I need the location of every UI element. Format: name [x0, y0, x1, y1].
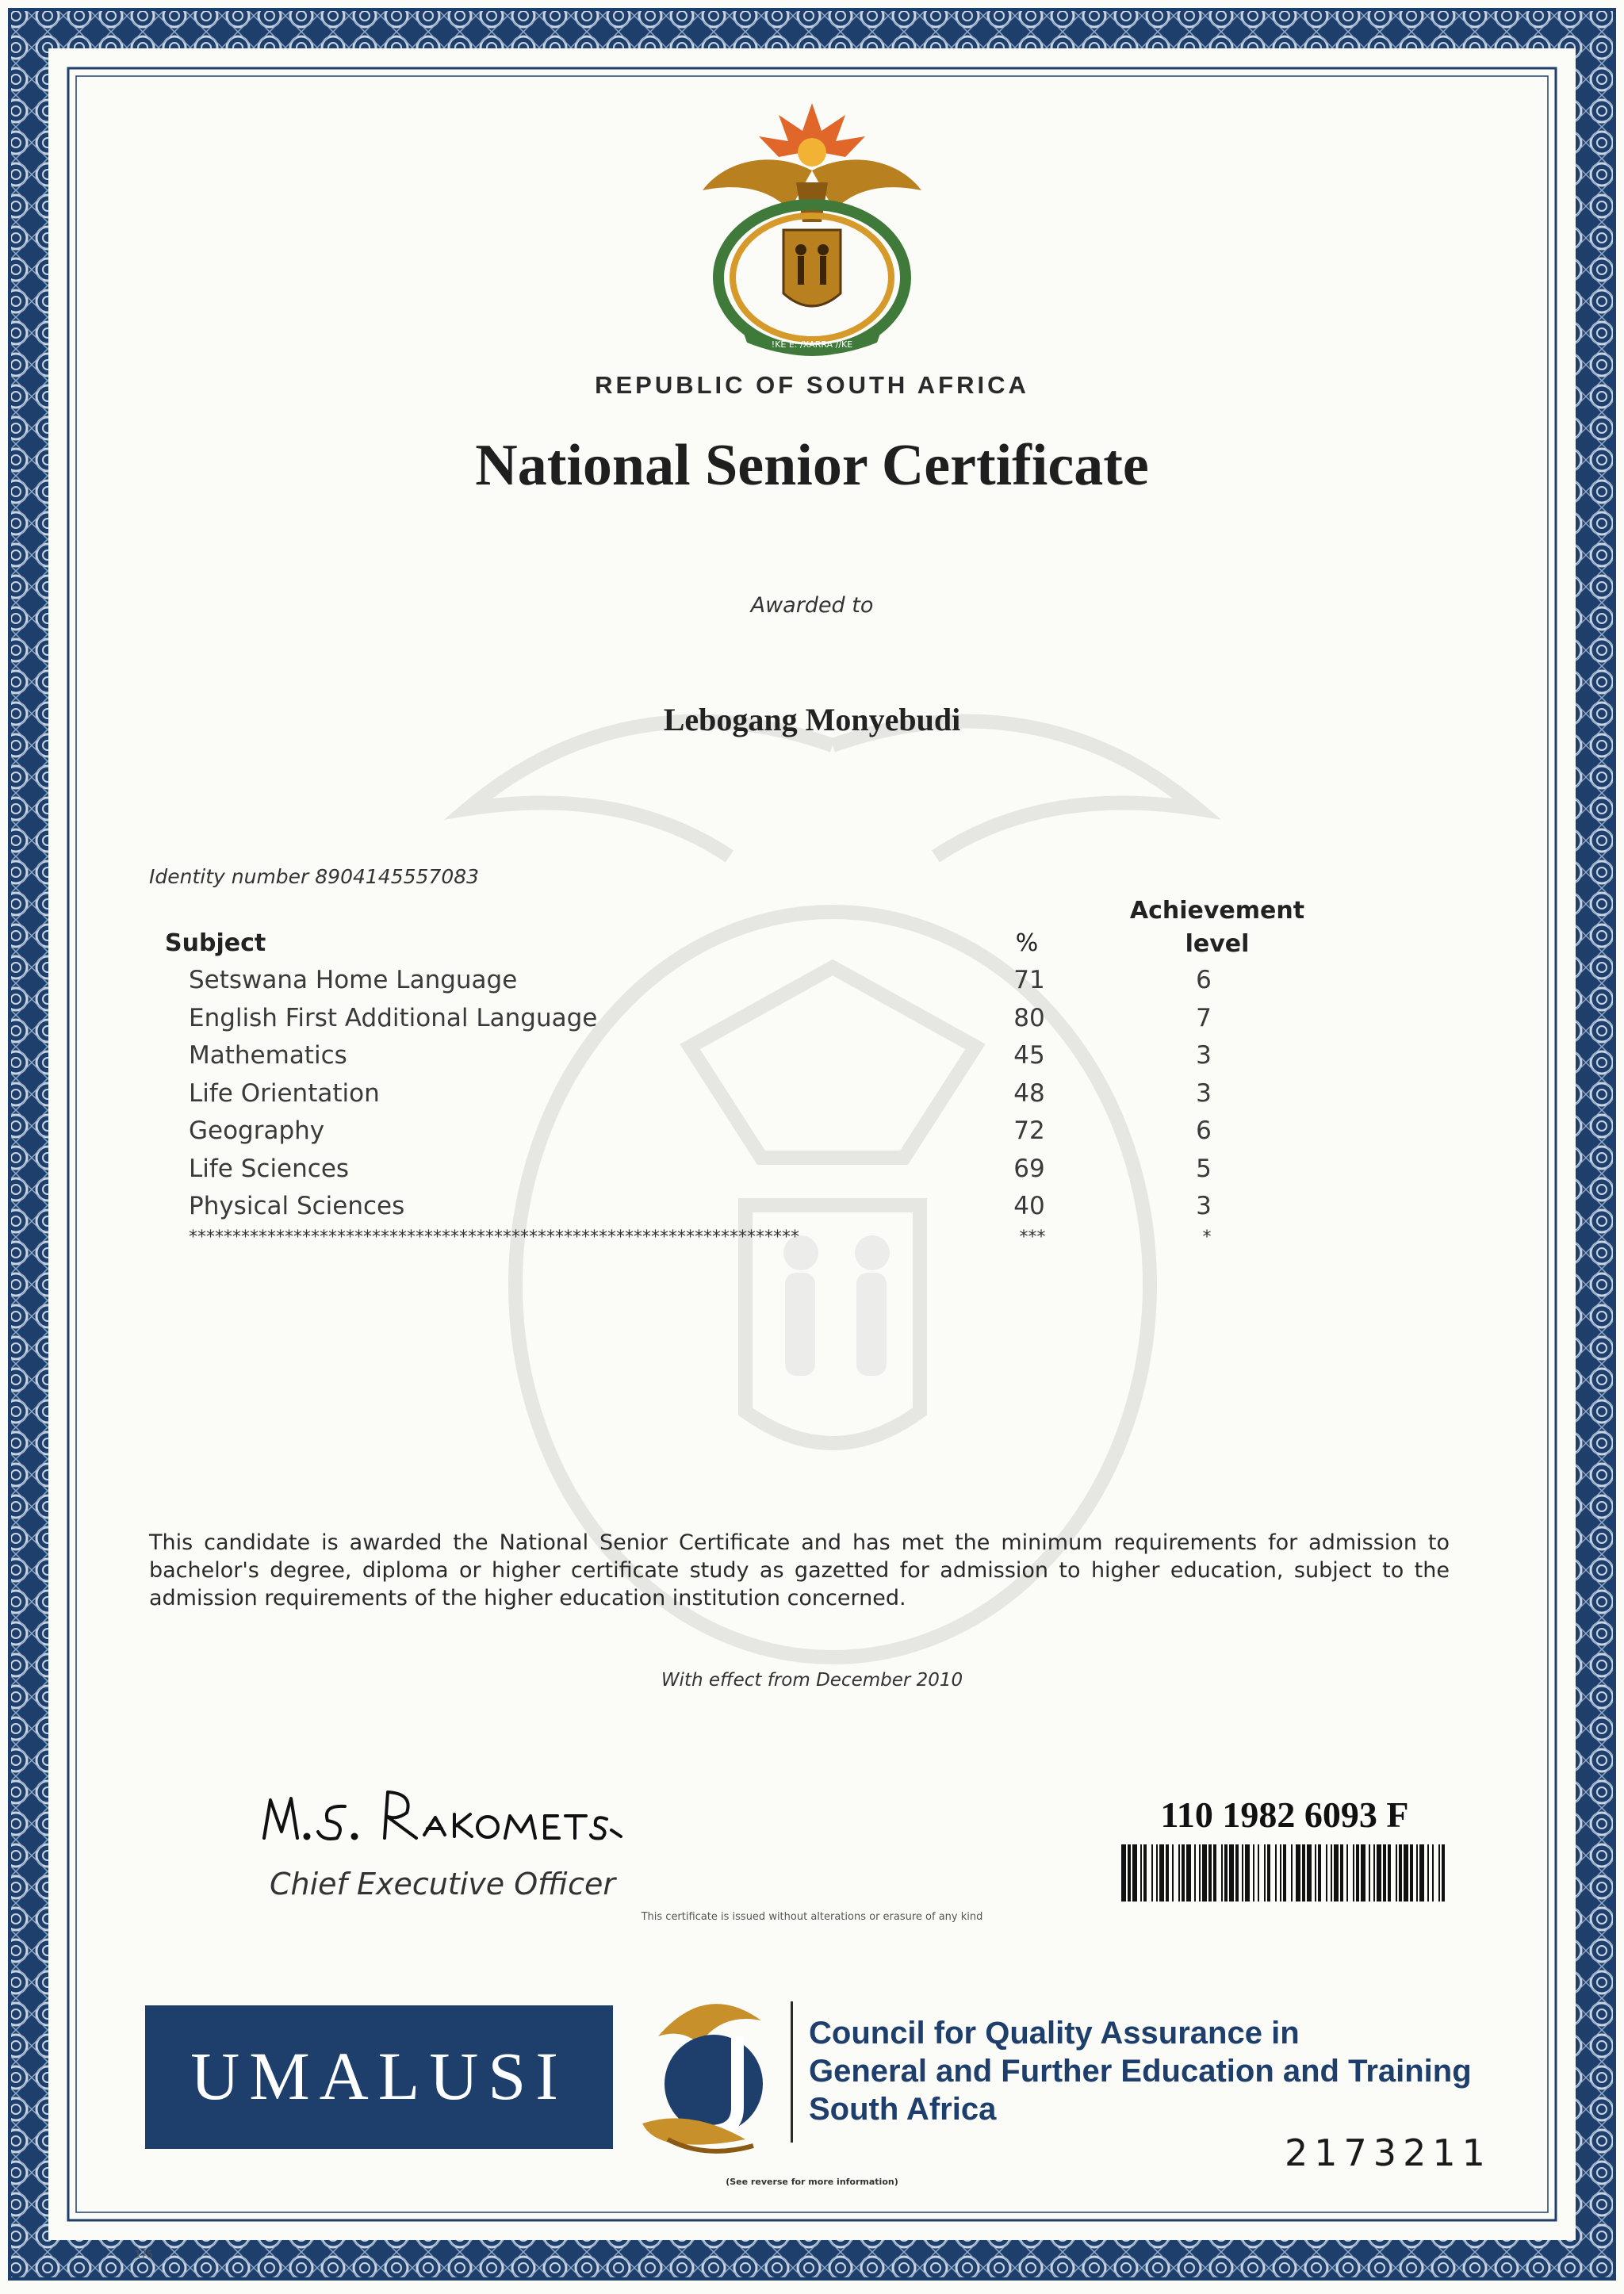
- barcode-bar: [1258, 1844, 1259, 1901]
- barcode-bar: [1121, 1844, 1126, 1901]
- subject-percent: 72: [1013, 1116, 1045, 1145]
- barcode-bar: [1419, 1844, 1424, 1901]
- filler-subject-line: **********************************************************************: [189, 1227, 799, 1247]
- result-row: [189, 1192, 1378, 1230]
- barcode-bar: [1140, 1844, 1142, 1901]
- barcode-bar: [1361, 1844, 1365, 1901]
- subject-percent: 80: [1013, 1003, 1045, 1032]
- subject-column-header: Subject: [165, 929, 266, 957]
- barcode-bar: [1166, 1844, 1169, 1901]
- barcode-bar: [1202, 1844, 1207, 1901]
- council-line-2: General and Further Education and Training: [809, 2054, 1472, 2089]
- achievement-header-line1: Achievement: [1129, 897, 1305, 925]
- subject-percent: 40: [1013, 1192, 1045, 1220]
- barcode: [1120, 1844, 1450, 1901]
- barcode-bar: [1326, 1844, 1327, 1901]
- subject-level: 3: [1196, 1192, 1212, 1220]
- subject-name: English First Additional Language: [189, 1003, 598, 1032]
- barcode-bar: [1283, 1844, 1286, 1901]
- barcode-bar: [1224, 1844, 1228, 1901]
- serial-number: 2173211: [1285, 2131, 1492, 2174]
- barcode-bar: [1172, 1844, 1174, 1901]
- barcode-bar: [1253, 1844, 1254, 1901]
- subject-percent: 48: [1013, 1078, 1045, 1108]
- barcode-bar: [1221, 1844, 1223, 1901]
- barcode-bar: [1404, 1844, 1408, 1901]
- subject-name: Setswana Home Language: [189, 966, 518, 994]
- certification-statement: This candidate is awarded the National Senior Certificate and has met the minimum requirements for admission to bachelor's degree, diploma or higher certificate study as gazetted for admission to higher education, subject to the admission requirements of the higher education institution concerned.: [149, 1530, 1450, 1610]
- barcode-bar: [1235, 1844, 1239, 1901]
- achievement-header-line2: level: [1185, 930, 1250, 958]
- subject-level: 5: [1196, 1154, 1212, 1183]
- subject-name: Geography: [189, 1116, 325, 1145]
- subject-name: Life Sciences: [189, 1154, 350, 1183]
- barcode-bar: [1242, 1844, 1243, 1901]
- ceo-signature: [258, 1783, 622, 1854]
- barcode-bar: [1159, 1844, 1164, 1901]
- see-reverse-note: (See reverse for more information): [726, 2177, 898, 2187]
- council-name: [809, 2014, 1472, 2128]
- issued-without-alterations-note: This certificate is issued without alterations or erasure of any kind: [641, 1911, 983, 1923]
- barcode-bar: [1186, 1844, 1191, 1901]
- subject-level: 3: [1196, 1078, 1212, 1108]
- barcode-bar: [1442, 1844, 1445, 1901]
- filler-level: *: [1202, 1227, 1212, 1247]
- result-row: [189, 1116, 1378, 1155]
- result-row: [189, 1079, 1378, 1117]
- barcode-bar: [1331, 1844, 1332, 1901]
- barcode-bar: [1267, 1844, 1270, 1901]
- barcode-bar: [1264, 1844, 1266, 1901]
- results-table: [189, 966, 1378, 1230]
- certificate-number: 110 1982 6093 F: [1160, 1794, 1409, 1835]
- barcode-bar: [1373, 1844, 1375, 1901]
- barcode-bar: [1340, 1844, 1343, 1901]
- percent-column-header: %: [1015, 929, 1039, 957]
- result-row: [189, 966, 1378, 1004]
- result-row: [189, 1155, 1378, 1193]
- subject-name: Life Orientation: [189, 1078, 380, 1108]
- umalusi-logo: [626, 1989, 785, 2163]
- barcode-bar: [1410, 1844, 1413, 1901]
- barcode-bar: [1416, 1844, 1418, 1901]
- ceo-title: Chief Executive Officer: [270, 1867, 616, 1901]
- certificate-title: National Senior Certificate: [475, 433, 1149, 498]
- barcode-bar: [1399, 1844, 1402, 1901]
- barcode-bar: [1151, 1844, 1153, 1901]
- page-mark: 175: [135, 2249, 153, 2260]
- barcode-bar: [1280, 1844, 1281, 1901]
- barcode-bar: [1427, 1844, 1429, 1901]
- barcode-bar: [1396, 1844, 1397, 1901]
- barcode-bar: [1383, 1844, 1386, 1901]
- barcode-bar: [1143, 1844, 1147, 1901]
- barcode-bar: [1438, 1844, 1440, 1901]
- subject-percent: 69: [1013, 1154, 1045, 1183]
- subject-name: Mathematics: [189, 1041, 347, 1070]
- barcode-bar: [1346, 1844, 1348, 1901]
- subject-level: 3: [1196, 1041, 1212, 1070]
- result-row: [189, 1041, 1378, 1079]
- barcode-bar: [1315, 1844, 1316, 1901]
- barcode-bar: [1291, 1844, 1293, 1901]
- coat-of-arms-emblem: [695, 95, 929, 357]
- barcode-bar: [1302, 1844, 1305, 1901]
- council-line-1: Council for Quality Assurance in: [809, 2016, 1300, 2051]
- barcode-bar: [1132, 1844, 1137, 1901]
- result-row: [189, 1004, 1378, 1042]
- barcode-bar: [1194, 1844, 1196, 1901]
- identity-number: Identity number 8904145557083: [149, 865, 480, 888]
- country-name: REPUBLIC OF SOUTH AFRICA: [595, 371, 1029, 399]
- council-divider: [791, 2001, 793, 2143]
- achievement-level-header: [1102, 894, 1332, 961]
- barcode-bar: [1356, 1844, 1359, 1901]
- barcode-bar: [1245, 1844, 1250, 1901]
- barcode-bar: [1377, 1844, 1381, 1901]
- barcode-bar: [1318, 1844, 1321, 1901]
- barcode-bar: [1229, 1844, 1234, 1901]
- barcode-bar: [1199, 1844, 1201, 1901]
- subject-level: 6: [1196, 966, 1212, 994]
- subject-percent: 45: [1013, 1041, 1045, 1070]
- barcode-bar: [1213, 1844, 1216, 1901]
- subject-name: Physical Sciences: [189, 1192, 405, 1220]
- barcode-bar: [1334, 1844, 1339, 1901]
- barcode-bar: [1369, 1844, 1370, 1901]
- barcode-bar: [1182, 1844, 1185, 1901]
- barcode-bar: [1296, 1844, 1300, 1901]
- umalusi-wordmark: UMALUSI: [190, 2038, 568, 2114]
- subject-level: 6: [1196, 1116, 1212, 1145]
- barcode-bar: [1432, 1844, 1434, 1901]
- barcode-bar: [1275, 1844, 1277, 1901]
- council-line-3: South Africa: [809, 2092, 997, 2127]
- svg-text:!KE E: /XARRA //KE: !KE E: /XARRA //KE: [771, 339, 853, 350]
- effective-date: With effect from December 2010: [661, 1670, 963, 1691]
- candidate-name: Lebogang Monyebudi: [663, 702, 961, 737]
- barcode-bar: [1208, 1844, 1212, 1901]
- subject-level: 7: [1196, 1003, 1212, 1032]
- barcode-bar: [1353, 1844, 1354, 1901]
- barcode-bar: [1307, 1844, 1312, 1901]
- barcode-bar: [1178, 1844, 1180, 1901]
- barcode-bar: [1128, 1844, 1131, 1901]
- filler-percent: ***: [1019, 1227, 1046, 1247]
- barcode-bar: [1388, 1844, 1391, 1901]
- barcode-bar: [1156, 1844, 1158, 1901]
- awarded-to-label: Awarded to: [750, 593, 874, 618]
- subject-percent: 71: [1013, 966, 1045, 994]
